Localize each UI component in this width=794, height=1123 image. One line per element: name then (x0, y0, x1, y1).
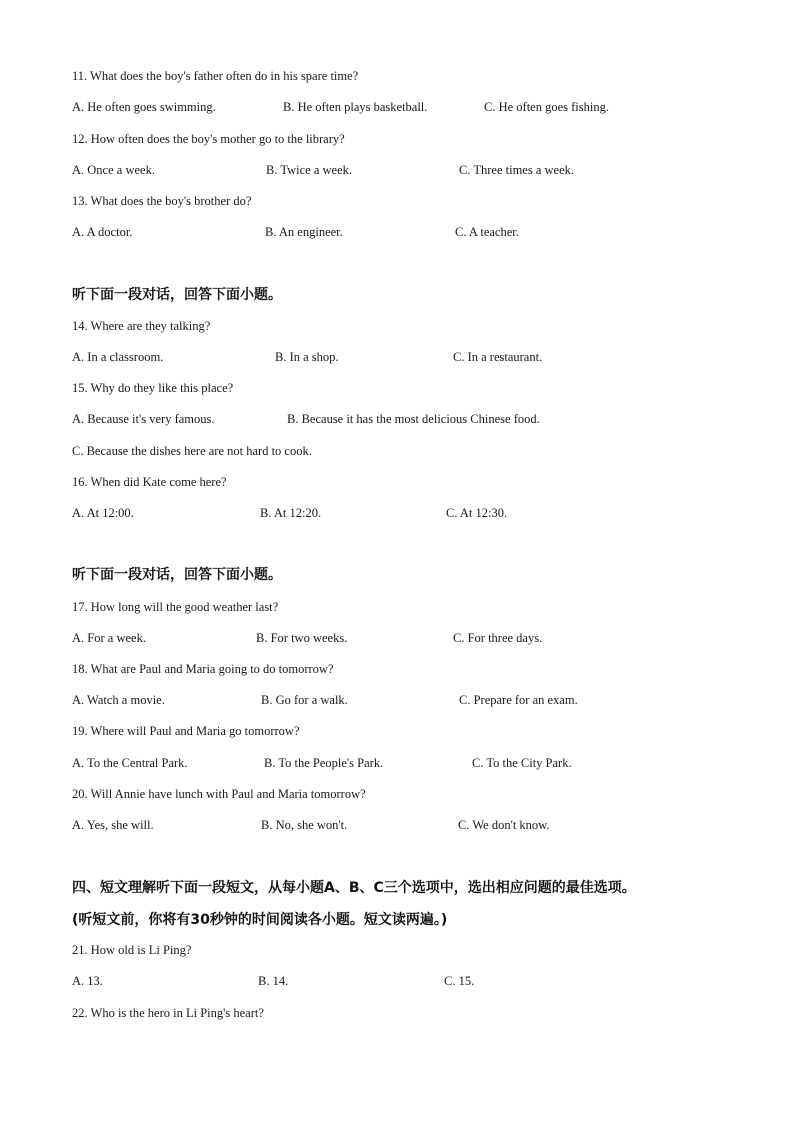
option-15-a: A. Because it's very famous. (72, 412, 215, 426)
option-20-b: B. No, she won't. (261, 818, 348, 832)
option-15-c: C. Because the dishes here are not hard to cook. (72, 444, 312, 458)
option-17-c: C. For three days. (453, 631, 543, 645)
question-19: 19. Where will Paul and Maria go tomorrow? (72, 724, 300, 738)
option-13-a: A. A doctor. (72, 225, 133, 239)
option-17-b: B. For two weeks. (256, 631, 348, 645)
section-heading-4-note: (听短文前，你将有30秒钟的时间阅读各小题。短文读两遍。) (72, 912, 448, 928)
question-18: 18. What are Paul and Maria going to do tomorrow? (72, 662, 334, 676)
question-13: 13. What does the boy's brother do? (72, 194, 252, 208)
option-17-a: A. For a week. (72, 631, 146, 645)
option-12-a: A. Once a week. (72, 163, 155, 177)
question-21: 21. How old is Li Ping? (72, 943, 192, 957)
section-heading-3: 听下面一段对话，回答下面小题。 (72, 567, 282, 583)
option-18-b: B. Go for a walk. (261, 693, 348, 707)
section-heading-4: 四、短文理解听下面一段短文，从每小题A、B、C三个选项中，选出相应问题的最佳选项。 (72, 880, 636, 896)
option-16-c: C. At 12:30. (446, 506, 508, 520)
option-11-b: B. He often plays basketball. (283, 100, 428, 114)
option-13-b: B. An engineer. (265, 225, 343, 239)
question-15: 15. Why do they like this place? (72, 381, 234, 395)
option-15-b: B. Because it has the most delicious Chinese food. (287, 412, 540, 426)
option-12-c: C. Three times a week. (459, 163, 575, 177)
question-17: 17. How long will the good weather last? (72, 600, 279, 614)
question-20: 20. Will Annie have lunch with Paul and Maria tomorrow? (72, 787, 366, 801)
section-heading-2: 听下面一段对话，回答下面小题。 (72, 287, 282, 303)
option-16-b: B. At 12:20. (260, 506, 322, 520)
option-14-b: B. In a shop. (275, 350, 339, 364)
option-21-c: C. 15. (444, 974, 475, 988)
option-19-b: B. To the People's Park. (264, 756, 384, 770)
option-19-c: C. To the City Park. (472, 756, 572, 770)
option-11-c: C. He often goes fishing. (484, 100, 609, 114)
option-21-b: B. 14. (258, 974, 289, 988)
question-12: 12. How often does the boy's mother go to the library? (72, 132, 345, 146)
option-18-a: A. Watch a movie. (72, 693, 165, 707)
option-14-c: C. In a restaurant. (453, 350, 543, 364)
option-12-b: B. Twice a week. (266, 163, 353, 177)
option-20-c: C. We don't know. (458, 818, 550, 832)
question-14: 14. Where are they talking? (72, 319, 211, 333)
question-11: 11. What does the boy's father often do in his spare time? (72, 69, 359, 83)
option-14-a: A. In a classroom. (72, 350, 164, 364)
question-22: 22. Who is the hero in Li Ping's heart? (72, 1006, 264, 1020)
option-21-a: A. 13. (72, 974, 103, 988)
option-16-a: A. At 12:00. (72, 506, 134, 520)
question-16: 16. When did Kate come here? (72, 475, 227, 489)
option-13-c: C. A teacher. (455, 225, 519, 239)
option-11-a: A. He often goes swimming. (72, 100, 216, 114)
option-19-a: A. To the Central Park. (72, 756, 188, 770)
option-18-c: C. Prepare for an exam. (459, 693, 578, 707)
option-20-a: A. Yes, she will. (72, 818, 154, 832)
